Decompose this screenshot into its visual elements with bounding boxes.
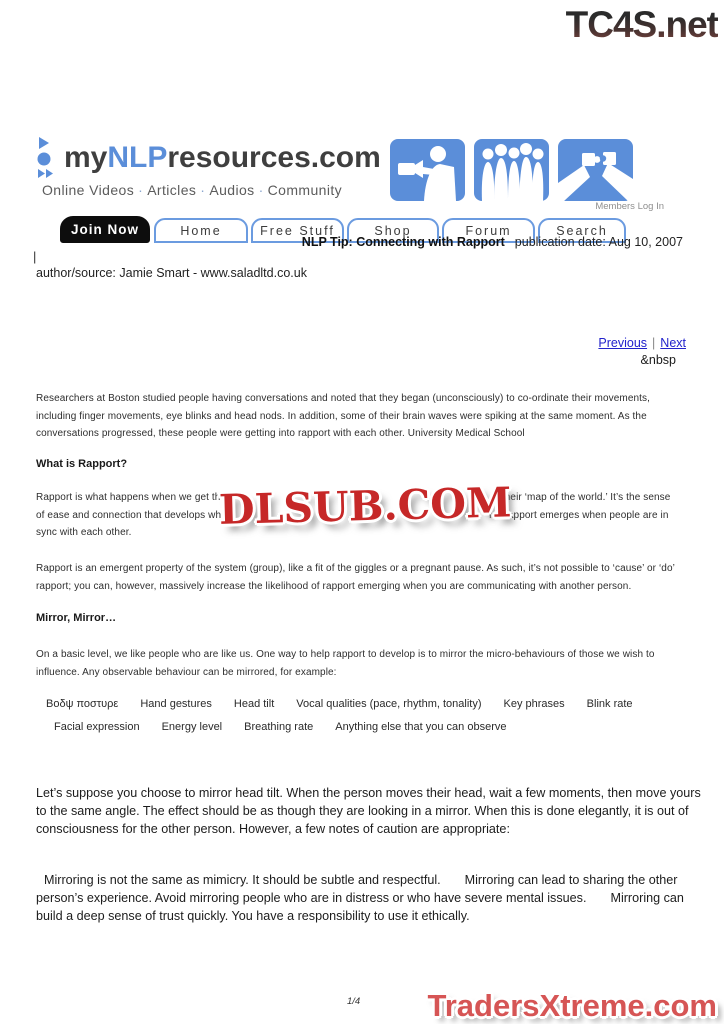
rapport-frag: sync with each other. (36, 527, 132, 538)
people-group-icon (474, 139, 549, 201)
tradersxtreme-watermark: TradersXtreme.com (427, 988, 717, 1023)
pager-separator: | (652, 336, 656, 350)
logo-tagline (36, 182, 381, 198)
nav-tab-search[interactable]: Search (538, 218, 626, 243)
literal-nbsp-text: &nbsp (640, 353, 676, 367)
author-source-line: author/source: Jamie Smart - www.saladltd.co.uk (36, 266, 307, 280)
mirror-item: Energy level (161, 721, 223, 733)
caution-item: Mirroring can lead to sharing the other person’s experience. Avoid mirroring people who are in distress or who have severe mental issues. (36, 873, 678, 905)
mirror-item: Βοδψ ποστυρε (46, 698, 119, 710)
logo-play-icon (36, 136, 60, 180)
mirror-item: Vocal qualities (pace, rhythm, tonality) (296, 698, 482, 710)
header-image-panels (390, 139, 633, 201)
stray-pipe-char: | (33, 249, 37, 264)
logo-nlp: NLP (107, 141, 168, 174)
mirror-item: Hand gestures (140, 698, 212, 710)
logo-text (64, 141, 381, 175)
mirror-item: Blink rate (586, 698, 633, 710)
paragraph-basic-level: On a basic level, we like people who are like us. One way to help rapport to develop is to mirror the micro-behaviours of those we wish to influence. Any observable behaviour can be mirrored, for example: (36, 649, 655, 678)
site-logo[interactable] (36, 136, 381, 198)
logo-rest: resources.com (167, 141, 381, 174)
nav-tab-forum[interactable]: Forum (442, 218, 535, 243)
caution-item: Mirroring can build a deep sense of trust quickly. You have a responsibility to use it ethically. (36, 891, 684, 923)
tagline-item: Community (267, 182, 343, 198)
mirror-item: Facial expression (54, 721, 140, 733)
heading-mirror-mirror: Mirror, Mirror… (36, 612, 117, 624)
paragraph-cautions (36, 871, 692, 925)
rapport-frag: Rapport is what happens when we get th (36, 492, 221, 503)
tc4s-watermark: TC4S.net (518, 4, 718, 46)
rapport-frag: at their ‘map of the world.’ It’s the sense (490, 492, 671, 503)
article-title-line (302, 233, 683, 251)
video-camera-person-icon (390, 139, 465, 201)
paragraph-emergent: Rapport is an emergent property of the system (group), like a fit of the giggles or a pregnant pause. As such, it’s not possible to ‘cause’ or ‘do’ rapport; you can, however, massively increase the likelihood of rapport emerging when you are communicating with another person. (36, 563, 675, 592)
tagline-dot: · (200, 182, 206, 198)
nav-tab-join-now[interactable]: Join Now (60, 216, 150, 243)
previous-link[interactable]: Previous (598, 336, 648, 350)
rapport-frag: of ease and connection that develops wh (36, 509, 222, 521)
tagline-item: Articles (147, 182, 197, 198)
pager (598, 336, 686, 350)
members-login-link[interactable]: Members Log In (595, 201, 664, 212)
caution-gap (441, 883, 465, 884)
caution-gap (586, 901, 610, 902)
page-number: 1/4 (347, 996, 361, 1007)
paragraph-suppose: Let’s suppose you choose to mirror head tilt. When the person moves their head, wait a few moments, then move yours to the same angle. The effect should be as though they are looking in a mirror. When this is done elegantly, it is out of consciousness for the other person. However, a few notes of caution are appropriate: (36, 786, 701, 836)
heading-what-is-rapport: What is Rapport? (36, 458, 128, 470)
nav-tab-home[interactable]: Home (154, 218, 248, 243)
nav-tab-free-stuff[interactable]: Free Stuff (251, 218, 344, 243)
puzzle-hands-icon (558, 139, 633, 201)
article-title: NLP Tip: Connecting with Rapport (301, 235, 505, 249)
tagline-dot: · (258, 182, 264, 198)
logo-my: my (64, 141, 108, 174)
paragraph-research: Researchers at Boston studied people having conversations and noted that they began (unconsciously) to co-ordinate their movements, including finger movements, eye blinks and head nods. In addition, some of their brain waves were spiking at the same moment. As the conversations progressed, these people were getting into rapport with each other. University Medical School (36, 393, 651, 439)
mirror-behaviours-line2 (54, 721, 528, 733)
mirror-item: Key phrases (503, 698, 565, 710)
mirror-item: Head tilt (233, 698, 275, 710)
rapport-frag: h. Rapport emerges when people are in (489, 509, 669, 521)
mirror-item: Breathing rate (244, 721, 314, 733)
tagline-dot: · (138, 182, 144, 198)
caution-item: Mirroring is not the same as mimicry. It should be subtle and respectful. (44, 873, 441, 887)
nav-tab-shop[interactable]: Shop (347, 218, 439, 243)
tagline-item: Online Videos (42, 182, 135, 198)
tagline-item: Audios (209, 182, 255, 198)
dlsub-watermark: DLSUB.COM (218, 478, 512, 534)
publication-date: publication date: Aug 10, 2007 (514, 235, 683, 249)
next-link[interactable]: Next (660, 336, 686, 350)
mirror-item: Anything else that you can observe (335, 721, 507, 733)
mirror-behaviours-line1 (46, 698, 655, 710)
